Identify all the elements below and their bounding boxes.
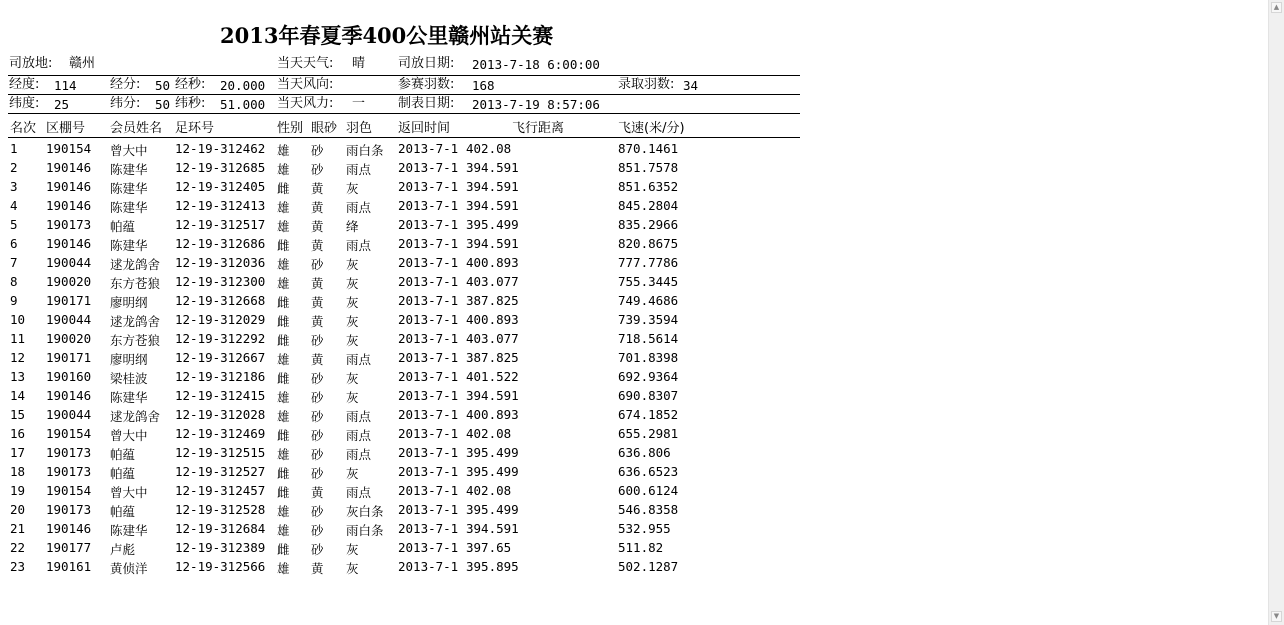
lon-sec-value: 20.000 (220, 78, 266, 93)
release-place-label: 司放地: (9, 56, 53, 71)
distance-cell: 387.825 (466, 350, 519, 365)
ring-cell: 12-19-312469 (175, 426, 266, 441)
ring-cell: 12-19-312028 (175, 407, 266, 422)
divider (8, 113, 800, 114)
eye-cell: 砂 (311, 523, 324, 538)
color-cell: 雨点 (346, 428, 372, 443)
name-cell: 帕蕴 (110, 219, 136, 234)
name-cell: 陈建华 (110, 162, 148, 177)
return-cell: 2013-7-1 (398, 559, 459, 574)
rank-cell: 11 (10, 331, 26, 346)
return-cell: 2013-7-1 (398, 369, 459, 384)
ring-cell: 12-19-312413 (175, 198, 266, 213)
name-cell: 帕蕴 (110, 504, 136, 519)
eye-cell: 黄 (311, 352, 324, 367)
table-row (0, 293, 800, 312)
made-date-label: 制表日期: (398, 96, 455, 111)
sex-cell: 雄 (277, 409, 290, 424)
distance-cell: 394.591 (466, 160, 519, 175)
color-cell: 雨白条 (346, 523, 384, 538)
name-cell: 陈建华 (110, 200, 148, 215)
speed-cell: 835.2966 (618, 217, 679, 232)
return-cell: 2013-7-1 (398, 179, 459, 194)
loft-cell: 190154 (46, 483, 92, 498)
speed-cell: 674.1852 (618, 407, 679, 422)
name-cell: 曾大中 (110, 143, 148, 158)
rank-cell: 23 (10, 559, 26, 574)
speed-cell: 546.8358 (618, 502, 679, 517)
distance-cell: 402.08 (466, 426, 512, 441)
loft-cell: 190146 (46, 179, 92, 194)
eye-cell: 黄 (311, 219, 324, 234)
sex-cell: 雌 (277, 314, 290, 329)
return-cell: 2013-7-1 (398, 198, 459, 213)
sex-cell: 雄 (277, 257, 290, 272)
return-cell: 2013-7-1 (398, 388, 459, 403)
return-cell: 2013-7-1 (398, 274, 459, 289)
lat-sec-label: 纬秒: (175, 96, 206, 111)
weather-label: 当天天气: (277, 56, 334, 71)
distance-cell: 400.893 (466, 407, 519, 422)
loft-cell: 190146 (46, 236, 92, 251)
table-row (0, 179, 800, 198)
rank-cell: 17 (10, 445, 26, 460)
distance-cell: 394.591 (466, 236, 519, 251)
ring-cell: 12-19-312527 (175, 464, 266, 479)
name-cell: 陈建华 (110, 181, 148, 196)
return-cell: 2013-7-1 (398, 445, 459, 460)
lat-sec-value: 51.000 (220, 97, 266, 112)
name-cell: 逑龙鸽舍 (110, 409, 161, 424)
return-cell: 2013-7-1 (398, 540, 459, 555)
eye-cell: 砂 (311, 257, 324, 272)
release-date: 2013-7-18 6:00:00 (472, 57, 600, 72)
rank-cell: 16 (10, 426, 26, 441)
rank-cell: 19 (10, 483, 26, 498)
lon-sec-label: 经秒: (175, 77, 206, 92)
table-row (0, 445, 800, 464)
sex-cell: 雌 (277, 181, 290, 196)
rank-cell: 21 (10, 521, 26, 536)
rank-cell: 14 (10, 388, 26, 403)
speed-cell: 636.806 (618, 445, 671, 460)
eye-cell: 砂 (311, 162, 324, 177)
sex-cell: 雄 (277, 352, 290, 367)
speed-cell: 749.4686 (618, 293, 679, 308)
loft-cell: 190173 (46, 502, 92, 517)
divider (8, 137, 800, 138)
speed-cell: 692.9364 (618, 369, 679, 384)
ring-cell: 12-19-312405 (175, 179, 266, 194)
scroll-down-icon[interactable]: ▼ (1271, 611, 1282, 622)
eye-cell: 砂 (311, 504, 324, 519)
table-row (0, 236, 800, 255)
loft-cell: 190171 (46, 350, 92, 365)
table-row (0, 502, 800, 521)
loft-cell: 190173 (46, 445, 92, 460)
eye-cell: 黄 (311, 276, 324, 291)
table-row (0, 198, 800, 217)
rank-cell: 18 (10, 464, 26, 479)
ring-cell: 12-19-312515 (175, 445, 266, 460)
loft-cell: 190173 (46, 217, 92, 232)
rank-cell: 4 (10, 198, 18, 213)
distance-cell: 394.591 (466, 198, 519, 213)
rank-cell: 8 (10, 274, 18, 289)
rank-cell: 5 (10, 217, 18, 232)
return-cell: 2013-7-1 (398, 312, 459, 327)
sex-cell: 雌 (277, 428, 290, 443)
speed-cell: 690.8307 (618, 388, 679, 403)
col-sex-header: 性别 (277, 121, 304, 136)
col-eye-header: 眼砂 (311, 121, 338, 136)
name-cell: 陈建华 (110, 523, 148, 538)
name-cell: 东方苍狼 (110, 276, 161, 291)
return-cell: 2013-7-1 (398, 483, 459, 498)
col-loft-header: 区棚号 (46, 121, 86, 136)
color-cell: 灰 (346, 276, 359, 291)
table-row (0, 274, 800, 293)
ring-cell: 12-19-312668 (175, 293, 266, 308)
color-cell: 雨点 (346, 409, 372, 424)
name-cell: 曾大中 (110, 428, 148, 443)
return-cell: 2013-7-1 (398, 141, 459, 156)
sex-cell: 雄 (277, 162, 290, 177)
name-cell: 黄侦洋 (110, 561, 148, 576)
sex-cell: 雌 (277, 485, 290, 500)
speed-cell: 636.6523 (618, 464, 679, 479)
table-row (0, 369, 800, 388)
loft-cell: 190020 (46, 274, 92, 289)
eye-cell: 砂 (311, 371, 324, 386)
weather-value: 晴 (352, 56, 366, 71)
rank-cell: 22 (10, 540, 26, 555)
speed-cell: 739.3594 (618, 312, 679, 327)
distance-cell: 403.077 (466, 331, 519, 346)
color-cell: 雨点 (346, 238, 372, 253)
longitude-label: 经度: (9, 77, 40, 92)
col-distance-header: 飞行距离 (512, 121, 565, 136)
release-date-label: 司放日期: (398, 56, 455, 71)
ring-cell: 12-19-312292 (175, 331, 266, 346)
eye-cell: 黄 (311, 485, 324, 500)
return-cell: 2013-7-1 (398, 521, 459, 536)
color-cell: 灰 (346, 333, 359, 348)
sex-cell: 雌 (277, 466, 290, 481)
return-cell: 2013-7-1 (398, 350, 459, 365)
sex-cell: 雄 (277, 561, 290, 576)
eye-cell: 砂 (311, 333, 324, 348)
distance-cell: 401.522 (466, 369, 519, 384)
return-cell: 2013-7-1 (398, 217, 459, 232)
speed-cell: 511.82 (618, 540, 664, 555)
ring-cell: 12-19-312457 (175, 483, 266, 498)
ring-cell: 12-19-312415 (175, 388, 266, 403)
lat-min-value: 50 (155, 97, 171, 112)
ring-cell: 12-19-312186 (175, 369, 266, 384)
return-cell: 2013-7-1 (398, 331, 459, 346)
col-return-header: 返回时间 (398, 121, 451, 136)
vertical-scrollbar[interactable] (1268, 0, 1284, 625)
col-speed-header: 飞速(米/分) (618, 121, 685, 136)
distance-cell: 397.65 (466, 540, 512, 555)
table-row (0, 521, 800, 540)
made-date: 2013-7-19 8:57:06 (472, 97, 600, 112)
sex-cell: 雄 (277, 390, 290, 405)
table-row (0, 217, 800, 236)
color-cell: 绛 (346, 219, 359, 234)
eye-cell: 砂 (311, 428, 324, 443)
eye-cell: 黄 (311, 181, 324, 196)
color-cell: 雨白条 (346, 143, 384, 158)
name-cell: 廖明纲 (110, 352, 148, 367)
rank-cell: 2 (10, 160, 18, 175)
table-row (0, 407, 800, 426)
color-cell: 灰 (346, 257, 359, 272)
loft-cell: 190161 (46, 559, 92, 574)
rank-cell: 15 (10, 407, 26, 422)
speed-cell: 755.3445 (618, 274, 679, 289)
speed-cell: 851.6352 (618, 179, 679, 194)
sex-cell: 雄 (277, 143, 290, 158)
color-cell: 灰 (346, 314, 359, 329)
sex-cell: 雄 (277, 523, 290, 538)
return-cell: 2013-7-1 (398, 160, 459, 175)
ring-cell: 12-19-312036 (175, 255, 266, 270)
eye-cell: 砂 (311, 390, 324, 405)
return-cell: 2013-7-1 (398, 426, 459, 441)
name-cell: 逑龙鸽舍 (110, 314, 161, 329)
sex-cell: 雌 (277, 542, 290, 557)
rank-cell: 10 (10, 312, 26, 327)
divider (8, 75, 800, 76)
table-row (0, 160, 800, 179)
loft-cell: 190146 (46, 160, 92, 175)
eye-cell: 砂 (311, 447, 324, 462)
name-cell: 陈建华 (110, 390, 148, 405)
color-cell: 灰 (346, 542, 359, 557)
speed-cell: 502.1287 (618, 559, 679, 574)
return-cell: 2013-7-1 (398, 236, 459, 251)
col-color-header: 羽色 (346, 121, 373, 136)
eye-cell: 砂 (311, 466, 324, 481)
distance-cell: 403.077 (466, 274, 519, 289)
table-row (0, 426, 800, 445)
loft-cell: 190171 (46, 293, 92, 308)
wind-force-label: 当天风力: (277, 96, 334, 111)
speed-cell: 777.7786 (618, 255, 679, 270)
rank-cell: 12 (10, 350, 26, 365)
color-cell: 雨点 (346, 352, 372, 367)
wind-force-value: 一 (352, 96, 366, 111)
lon-min-value: 50 (155, 78, 171, 93)
rank-cell: 1 (10, 141, 18, 156)
speed-cell: 845.2804 (618, 198, 679, 213)
loft-cell: 190146 (46, 198, 92, 213)
table-row (0, 331, 800, 350)
rank-cell: 3 (10, 179, 18, 194)
loft-cell: 190020 (46, 331, 92, 346)
return-cell: 2013-7-1 (398, 293, 459, 308)
col-name-header: 会员姓名 (110, 121, 163, 136)
ring-cell: 12-19-312685 (175, 160, 266, 175)
distance-cell: 402.08 (466, 141, 512, 156)
table-row (0, 559, 800, 578)
distance-cell: 395.499 (466, 464, 519, 479)
divider (8, 94, 800, 95)
ring-cell: 12-19-312684 (175, 521, 266, 536)
name-cell: 帕蕴 (110, 447, 136, 462)
ring-cell: 12-19-312667 (175, 350, 266, 365)
speed-cell: 532.955 (618, 521, 671, 536)
loft-cell: 190154 (46, 141, 92, 156)
latitude-label: 纬度: (9, 96, 40, 111)
name-cell: 逑龙鸽舍 (110, 257, 161, 272)
winners-label: 录取羽数: (618, 77, 675, 92)
eye-cell: 黄 (311, 238, 324, 253)
name-cell: 廖明纲 (110, 295, 148, 310)
loft-cell: 190160 (46, 369, 92, 384)
sex-cell: 雄 (277, 200, 290, 215)
speed-cell: 701.8398 (618, 350, 679, 365)
distance-cell: 395.895 (466, 559, 519, 574)
ring-cell: 12-19-312389 (175, 540, 266, 555)
table-row (0, 141, 800, 160)
ring-cell: 12-19-312528 (175, 502, 266, 517)
color-cell: 雨点 (346, 447, 372, 462)
eye-cell: 黄 (311, 295, 324, 310)
distance-cell: 400.893 (466, 255, 519, 270)
longitude-value: 114 (54, 78, 77, 93)
eye-cell: 黄 (311, 200, 324, 215)
color-cell: 灰 (346, 295, 359, 310)
ring-cell: 12-19-312566 (175, 559, 266, 574)
rank-cell: 6 (10, 236, 18, 251)
speed-cell: 600.6124 (618, 483, 679, 498)
eye-cell: 砂 (311, 542, 324, 557)
name-cell: 东方苍狼 (110, 333, 161, 348)
ring-cell: 12-19-312517 (175, 217, 266, 232)
name-cell: 卢彪 (110, 542, 136, 557)
speed-cell: 655.2981 (618, 426, 679, 441)
color-cell: 灰 (346, 561, 359, 576)
sex-cell: 雄 (277, 276, 290, 291)
rank-cell: 13 (10, 369, 26, 384)
return-cell: 2013-7-1 (398, 255, 459, 270)
sex-cell: 雌 (277, 295, 290, 310)
eye-cell: 黄 (311, 561, 324, 576)
lon-min-label: 经分: (110, 77, 141, 92)
report-title: 2013年春夏季400公里赣州站关赛 (220, 23, 554, 48)
table-row (0, 483, 800, 502)
ring-cell: 12-19-312686 (175, 236, 266, 251)
distance-cell: 395.499 (466, 445, 519, 460)
table-row (0, 388, 800, 407)
rank-cell: 20 (10, 502, 26, 517)
ring-cell: 12-19-312462 (175, 141, 266, 156)
color-cell: 灰 (346, 181, 359, 196)
speed-cell: 851.7578 (618, 160, 679, 175)
ring-cell: 12-19-312029 (175, 312, 266, 327)
color-cell: 灰 (346, 390, 359, 405)
loft-cell: 190044 (46, 255, 92, 270)
distance-cell: 402.08 (466, 483, 512, 498)
entries-value: 168 (472, 78, 495, 93)
eye-cell: 黄 (311, 314, 324, 329)
wind-dir-label: 当天风向: (277, 77, 334, 92)
speed-cell: 820.8675 (618, 236, 679, 251)
distance-cell: 400.893 (466, 312, 519, 327)
eye-cell: 砂 (311, 409, 324, 424)
name-cell: 梁桂波 (110, 371, 148, 386)
distance-cell: 394.591 (466, 179, 519, 194)
color-cell: 灰 (346, 371, 359, 386)
sex-cell: 雌 (277, 333, 290, 348)
color-cell: 雨点 (346, 200, 372, 215)
release-place: 赣州 (69, 56, 96, 71)
table-row (0, 464, 800, 483)
winners-value: 34 (683, 78, 699, 93)
speed-cell: 870.1461 (618, 141, 679, 156)
loft-cell: 190177 (46, 540, 92, 555)
speed-cell: 718.5614 (618, 331, 679, 346)
loft-cell: 190146 (46, 388, 92, 403)
latitude-value: 25 (54, 97, 70, 112)
sex-cell: 雄 (277, 219, 290, 234)
return-cell: 2013-7-1 (398, 502, 459, 517)
return-cell: 2013-7-1 (398, 407, 459, 422)
sex-cell: 雌 (277, 371, 290, 386)
ring-cell: 12-19-312300 (175, 274, 266, 289)
distance-cell: 387.825 (466, 293, 519, 308)
distance-cell: 394.591 (466, 388, 519, 403)
table-row (0, 312, 800, 331)
table-row (0, 255, 800, 274)
col-ring-header: 足环号 (175, 121, 215, 136)
eye-cell: 砂 (311, 143, 324, 158)
table-row (0, 350, 800, 369)
color-cell: 灰 (346, 466, 359, 481)
loft-cell: 190146 (46, 521, 92, 536)
sex-cell: 雌 (277, 238, 290, 253)
color-cell: 灰白条 (346, 504, 384, 519)
scroll-up-icon[interactable]: ▲ (1271, 2, 1282, 13)
loft-cell: 190154 (46, 426, 92, 441)
name-cell: 陈建华 (110, 238, 148, 253)
table-row (0, 540, 800, 559)
loft-cell: 190173 (46, 464, 92, 479)
rank-cell: 7 (10, 255, 18, 270)
return-cell: 2013-7-1 (398, 464, 459, 479)
col-rank-header: 名次 (10, 121, 37, 136)
entries-label: 参赛羽数: (398, 77, 455, 92)
loft-cell: 190044 (46, 312, 92, 327)
rank-cell: 9 (10, 293, 18, 308)
distance-cell: 395.499 (466, 502, 519, 517)
name-cell: 曾大中 (110, 485, 148, 500)
loft-cell: 190044 (46, 407, 92, 422)
distance-cell: 395.499 (466, 217, 519, 232)
color-cell: 雨点 (346, 162, 372, 177)
name-cell: 帕蕴 (110, 466, 136, 481)
lat-min-label: 纬分: (110, 96, 141, 111)
distance-cell: 394.591 (466, 521, 519, 536)
sex-cell: 雄 (277, 447, 290, 462)
color-cell: 雨点 (346, 485, 372, 500)
sex-cell: 雄 (277, 504, 290, 519)
